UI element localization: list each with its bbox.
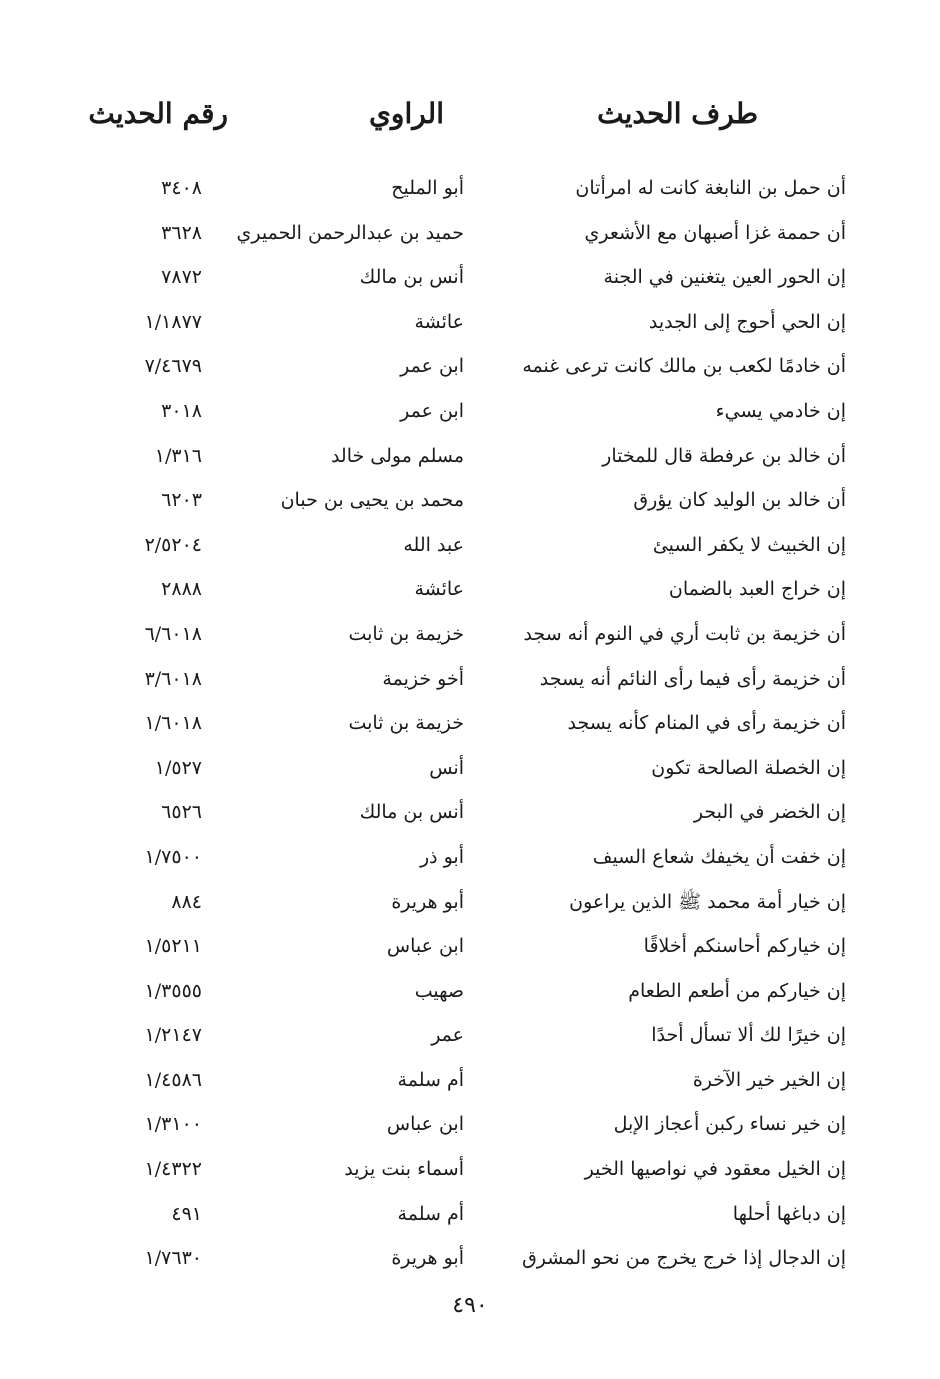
index-row xyxy=(0,255,940,300)
hadith-excerpt: إن خادمي يسيء xyxy=(715,399,846,422)
hadith-excerpt: أن خزيمة رأى فيما رأى النائم أنه يسجد xyxy=(539,667,846,690)
index-row xyxy=(0,790,940,835)
index-row xyxy=(0,746,940,791)
narrator: عائشة xyxy=(414,578,464,601)
index-row xyxy=(0,701,940,746)
hadith-number: ١/٣١٦ xyxy=(154,444,202,467)
hadith-number: ١/٧٥٠٠ xyxy=(144,845,202,868)
hadith-number: ٣٠١٨ xyxy=(161,399,202,422)
hadith-excerpt: أن خزيمة رأى في المنام كأنه يسجد xyxy=(567,712,846,735)
narrator: أسماء بنت يزيد xyxy=(344,1158,464,1181)
hadith-excerpt: إن خيرًا لك ألا تسأل أحدًا xyxy=(651,1024,846,1047)
hadith-number: ١/٦٠١٨ xyxy=(144,712,202,735)
hadith-number: ١/٢١٤٧ xyxy=(144,1024,202,1047)
hadith-excerpt: إن الخير خير الآخرة xyxy=(692,1068,846,1091)
narrator: صهيب xyxy=(414,979,464,1002)
hadith-number: ١/٤٥٨٦ xyxy=(144,1068,202,1091)
narrator: أبو هريرة xyxy=(391,890,464,913)
hadith-excerpt: أن خادمًا لكعب بن مالك كانت ترعى غنمه xyxy=(522,355,846,378)
narrator: مسلم مولى خالد xyxy=(330,444,464,467)
index-row xyxy=(0,612,940,657)
index-row xyxy=(0,389,940,434)
narrator: ابن عمر xyxy=(400,399,464,422)
index-row xyxy=(0,1147,940,1192)
hadith-excerpt: أن حمل بن النابغة كانت له امرأتان xyxy=(575,177,846,199)
hadith-number: ١/٥٢١١ xyxy=(144,935,202,958)
hadith-excerpt: إن الخبيث لا يكفر السيئ xyxy=(652,533,846,556)
narrator: محمد بن يحيى بن حبان xyxy=(280,489,464,512)
narrator: خزيمة بن ثابت xyxy=(348,622,464,645)
narrator: ابن عمر xyxy=(400,355,464,378)
hadith-excerpt: إن خيار أمة محمد ﷺ الذين يراعون xyxy=(569,890,846,913)
index-row xyxy=(0,1192,940,1237)
hadith-number: ١/٣٥٥٥ xyxy=(144,979,202,1002)
index-row xyxy=(0,835,940,880)
index-row xyxy=(0,1102,940,1147)
index-row xyxy=(0,166,940,211)
hadith-number: ٢/٥٢٠٤ xyxy=(144,533,202,556)
hadith-excerpt: إن الخضر في البحر xyxy=(693,801,846,824)
page-number: ٤٩٠ xyxy=(452,1293,488,1318)
narrator: ابن عباس xyxy=(386,935,464,958)
hadith-number: ٣٦٢٨ xyxy=(161,221,202,244)
hadith-excerpt: إن خياركم أحاسنكم أخلاقًا xyxy=(643,935,846,958)
hadith-number: ٣٤٠٨ xyxy=(161,177,202,199)
index-row xyxy=(0,969,940,1014)
index-row xyxy=(0,1236,940,1281)
index-row xyxy=(0,434,940,479)
hadith-number: ١/١٨٧٧ xyxy=(144,310,202,333)
narrator: أنس xyxy=(429,756,464,779)
hadith-excerpt: أن حممة غزا أصبهان مع الأشعري xyxy=(584,221,846,244)
index-row xyxy=(0,880,940,925)
hadith-number: ٤٩١ xyxy=(171,1202,202,1225)
hadith-number: ١/٧٦٣٠ xyxy=(144,1247,202,1270)
narrator: أبو هريرة xyxy=(391,1247,464,1270)
hadith-excerpt: إن دباغها أحلها xyxy=(732,1202,846,1225)
hadith-excerpt: إن الحور العين يتغنين في الجنة xyxy=(603,266,846,289)
narrator: أم سلمة xyxy=(397,1068,464,1091)
hadith-number: ٣/٦٠١٨ xyxy=(144,667,202,690)
index-table xyxy=(0,166,940,1281)
hadith-number: ١/٣١٠٠ xyxy=(144,1113,202,1136)
narrator: أبو ذر xyxy=(419,845,464,868)
hadith-number: ٧٨٧٢ xyxy=(161,266,202,289)
header-hadith-excerpt: طرف الحديث xyxy=(597,97,758,130)
index-row xyxy=(0,657,940,702)
narrator: عائشة xyxy=(414,310,464,333)
hadith-number: ٧/٤٦٧٩ xyxy=(144,355,202,378)
narrator: أخو خزيمة xyxy=(382,667,464,690)
header-narrator: الراوي xyxy=(369,97,444,130)
hadith-number: ٦٥٢٦ xyxy=(161,801,202,824)
hadith-excerpt: أن خزيمة بن ثابت أري في النوم أنه سجد xyxy=(523,622,846,645)
narrator: عمر xyxy=(431,1024,464,1047)
hadith-excerpt: إن خفت أن يخيفك شعاع السيف xyxy=(592,845,846,868)
hadith-excerpt: إن خراج العبد بالضمان xyxy=(668,578,846,601)
hadith-excerpt: إن الحي أحوج إلى الجديد xyxy=(648,310,846,333)
hadith-number: ٢٨٨٨ xyxy=(161,578,202,601)
index-row xyxy=(0,344,940,389)
index-row xyxy=(0,300,940,345)
narrator: أم سلمة xyxy=(397,1202,464,1225)
narrator: حميد بن عبدالرحمن الحميري xyxy=(236,221,464,244)
hadith-number: ٨٨٤ xyxy=(171,890,202,913)
index-row xyxy=(0,478,940,523)
index-row xyxy=(0,567,940,612)
hadith-number: ٦٢٠٣ xyxy=(161,489,202,512)
hadith-excerpt: إن الدجال إذا خرج يخرج من نحو المشرق xyxy=(522,1247,846,1270)
index-row xyxy=(0,523,940,568)
hadith-number: ١/٤٣٢٢ xyxy=(144,1158,202,1181)
hadith-excerpt: إن الخصلة الصالحة تكون xyxy=(651,756,846,779)
hadith-excerpt: إن الخيل معقود في نواصيها الخير xyxy=(584,1158,846,1181)
narrator: خزيمة بن ثابت xyxy=(348,712,464,735)
hadith-number: ١/٥٢٧ xyxy=(154,756,202,779)
narrator: عبد الله xyxy=(403,533,464,556)
narrator: أبو المليح xyxy=(391,177,464,199)
index-row xyxy=(0,924,940,969)
hadith-excerpt: إن خياركم من أطعم الطعام xyxy=(628,979,846,1002)
narrator: أنس بن مالك xyxy=(359,801,464,824)
narrator: أنس بن مالك xyxy=(359,266,464,289)
index-row xyxy=(0,1058,940,1103)
header-hadith-number: رقم الحديث xyxy=(88,97,228,130)
index-row xyxy=(0,211,940,256)
hadith-number: ٦/٦٠١٨ xyxy=(144,622,202,645)
hadith-excerpt: أن خالد بن الوليد كان يؤرق xyxy=(633,489,846,512)
index-row xyxy=(0,1013,940,1058)
hadith-excerpt: أن خالد بن عرفطة قال للمختار xyxy=(602,444,846,467)
hadith-excerpt: إن خير نساء ركبن أعجاز الإبل xyxy=(613,1113,846,1136)
narrator: ابن عباس xyxy=(386,1113,464,1136)
